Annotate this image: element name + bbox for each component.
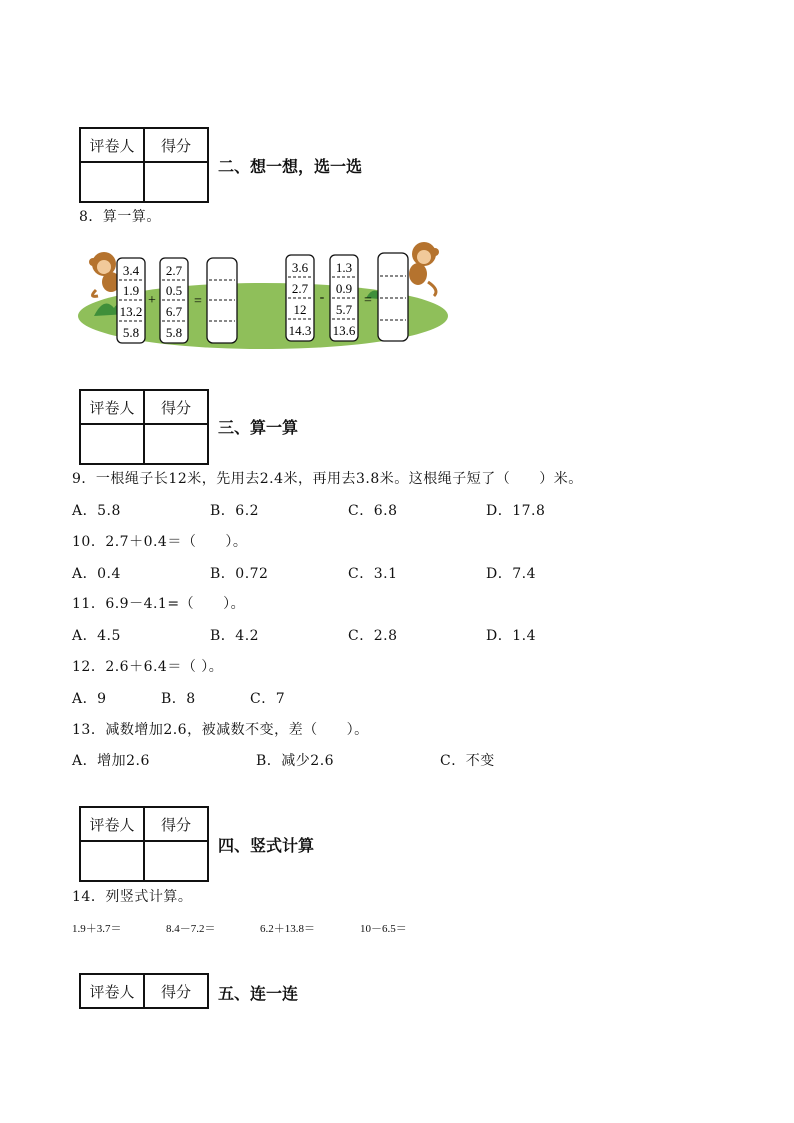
reviewer-cell[interactable]	[80, 841, 144, 881]
q10-option-b[interactable]: B．0.72	[210, 566, 269, 582]
q10-option-d[interactable]: D．7.4	[486, 566, 536, 582]
monkey-right-icon	[409, 242, 439, 296]
reviewer-cell[interactable]	[80, 162, 144, 202]
right-operator: -	[319, 290, 325, 305]
section-title-2: 二、想一想，选一选	[218, 157, 363, 176]
q14-item-2: 8.4－7.2＝	[166, 923, 216, 935]
q14-item-3: 6.2＋13.8＝	[260, 923, 315, 935]
lc2-v1: 0.5	[165, 283, 183, 298]
rc2-v0: 1.3	[335, 260, 353, 275]
rc1-v0: 3.6	[291, 260, 309, 275]
q14-item-4: 10－6.5＝	[360, 923, 407, 935]
rc1-v1: 2.7	[291, 281, 309, 296]
score-table-5	[79, 973, 209, 1009]
right-equals: =	[364, 293, 372, 308]
q13-option-c[interactable]: C．不变	[440, 753, 495, 769]
section-title-3: 三、算一算	[218, 418, 299, 437]
question-11: 11．6.9－4.1=（ ）。	[72, 596, 246, 612]
section-title-4: 四、竖式计算	[218, 836, 315, 855]
score-table-2	[79, 127, 209, 203]
reviewer-label: 评卷人	[80, 390, 144, 424]
reviewer-label: 评卷人	[80, 807, 144, 841]
lc1-v0: 3.4	[122, 263, 140, 278]
score-cell[interactable]	[144, 841, 208, 881]
section-title-5: 五、连一连	[218, 984, 299, 1003]
score-table-4	[79, 806, 209, 882]
q9-option-b[interactable]: B．6.2	[210, 503, 260, 519]
q9-option-d[interactable]: D．17.8	[486, 503, 546, 519]
lc2-v0: 2.7	[165, 263, 183, 278]
rc1-v3: 14.3	[288, 323, 312, 338]
question-12: 12．2.6＋6.4＝（ ）。	[72, 659, 224, 675]
q14-item-1: 1.9＋3.7＝	[72, 923, 122, 935]
q12-option-c[interactable]: C．7	[250, 691, 286, 707]
lc2-v3: 5.8	[165, 325, 183, 340]
q13-option-a[interactable]: A．增加2.6	[72, 753, 150, 769]
lc2-v2: 6.7	[165, 304, 183, 319]
q11-option-c[interactable]: C．2.8	[348, 628, 398, 644]
score-label: 得分	[144, 974, 208, 1008]
q11-option-d[interactable]: D．1.4	[486, 628, 536, 644]
reviewer-label: 评卷人	[80, 128, 144, 162]
q8-illustration	[76, 238, 456, 354]
q11-option-b[interactable]: B．4.2	[210, 628, 260, 644]
q9-option-c[interactable]: C．6.8	[348, 503, 398, 519]
question-14: 14．列竖式计算。	[72, 889, 193, 905]
q10-option-a[interactable]: A．0.4	[72, 566, 121, 582]
left-equals: =	[194, 294, 202, 309]
question-8: 8．算一算。	[79, 209, 161, 225]
score-cell[interactable]	[144, 424, 208, 464]
reviewer-cell[interactable]	[80, 424, 144, 464]
rc2-v1: 0.9	[335, 281, 353, 296]
reviewer-label: 评卷人	[80, 974, 144, 1008]
score-label: 得分	[144, 807, 208, 841]
score-table-3	[79, 389, 209, 465]
lc1-v2: 13.2	[119, 304, 143, 319]
question-10: 10．2.7＋0.4＝（ ）。	[72, 534, 248, 550]
monkey-left-icon	[89, 252, 120, 296]
q13-option-b[interactable]: B．减少2.6	[256, 753, 335, 769]
q9-option-a[interactable]: A．5.8	[72, 503, 121, 519]
score-label: 得分	[144, 128, 208, 162]
rc2-v3: 13.6	[332, 323, 356, 338]
lc1-v3: 5.8	[122, 325, 140, 340]
score-label: 得分	[144, 390, 208, 424]
left-operator: +	[148, 293, 156, 308]
score-cell[interactable]	[144, 162, 208, 202]
q11-option-a[interactable]: A．4.5	[72, 628, 121, 644]
question-13: 13．减数增加2.6，被减数不变，差（ ）。	[72, 722, 369, 738]
question-9: 9．一根绳子长12米，先用去2.4米，再用去3.8米。这根绳子短了（ ）米。	[72, 471, 583, 487]
q12-option-a[interactable]: A．9	[72, 691, 107, 707]
rc2-v2: 5.7	[335, 302, 353, 317]
rc1-v2: 12	[293, 302, 307, 317]
right-answer-box	[378, 253, 408, 341]
q10-option-c[interactable]: C．3.1	[348, 566, 398, 582]
q12-option-b[interactable]: B．8	[161, 691, 196, 707]
lc1-v1: 1.9	[122, 283, 140, 298]
